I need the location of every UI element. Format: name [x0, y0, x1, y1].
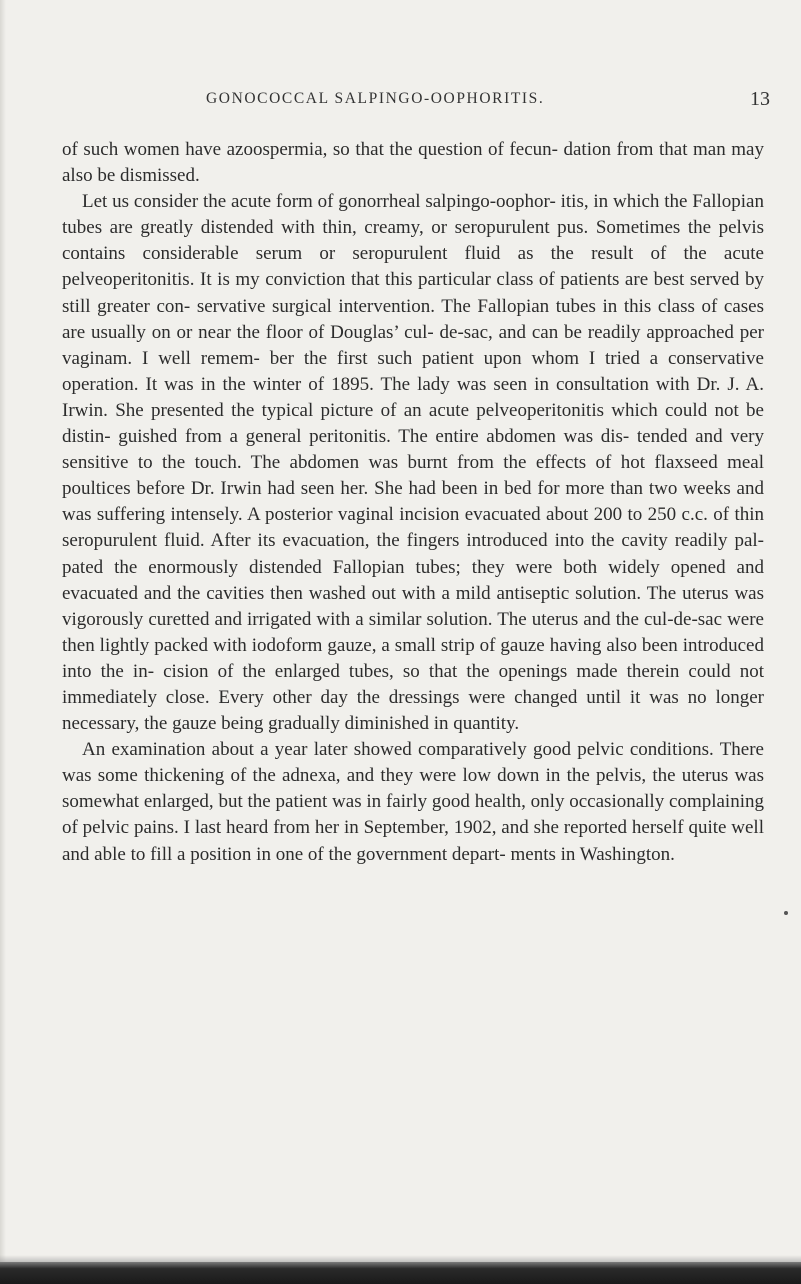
paragraph-continuation: of such women have azoospermia, so that the question of fecun- dation from that man may also be dismissed. — [62, 139, 764, 187]
paragraph-acute-form: Let us consider the acute form of gonorrheal salpingo-oophor- itis, in which the Fallopian tubes are greatly distended with thin, creamy, or seropurulent pus. Sometimes the pelvis contains considerable serum or seropurulent fluid as the result of the acute pelveoperitonitis. It is my conviction that this particular class of patients are best served by still greater con- servative surgical intervention. The Fallopian tubes in this class of cases are usually on or near the floor of Douglas’ cul- de-sac, and can be readily approached per vaginam. I well remem- ber the first such patient upon whom I tried a conservative operation. It was in the winter of 1895. The lady was seen in consultation with Dr. J. A. Irwin. She presented the typical picture of an acute pelveoperitonitis which could not be distin- guished from a general peritonitis. The entire abdomen was dis- tended and very sensitive to the touch. The abdomen was burnt from the effects of hot flaxseed meal poultices before Dr. Irwin had seen her. She had been in bed for more than two weeks and was suffering intensely. A posterior vaginal incision evacuated about 200 to 250 c.c. of thin seropurulent fluid. After its evacuation, the fingers introduced into the cavity readily pal- pated the enormously distended Fallopian tubes; they were both widely opened and evacuated and the cavities then washed out with a mild antiseptic solution. The uterus was vigorously curetted and irrigated with a similar solution. The uterus and the cul-de-sac were then lightly packed with iodoform gauze, a small strip of gauze having also been introduced into the in- cision of the enlarged tubes, so that the openings made therein could not immediately close. Every other day the dressings were changed until it was no longer necessary, the gauze being gradually diminished in quantity. — [62, 191, 764, 735]
running-head — [0, 90, 801, 114]
running-title: GONOCOCCAL SALPINGO-OOPHORITIS. — [206, 90, 545, 107]
margin-mark — [784, 911, 788, 915]
paragraph-examination: An examination about a year later showed comparatively good pelvic conditions. There was some thickening of the adnexa, and they were low down in the pelvis, the uterus was somewhat enlarged, but the patient was in fairly good health, only occasionally complaining of pelvic pains. I last heard from her in September, 1902, and she reported herself quite well and able to fill a position in one of the government depart- ments in Washington. — [62, 739, 764, 865]
body-text — [62, 137, 764, 868]
page-edge — [0, 0, 6, 1284]
page-number: 13 — [750, 88, 770, 110]
scan-edge-band — [0, 1262, 801, 1284]
